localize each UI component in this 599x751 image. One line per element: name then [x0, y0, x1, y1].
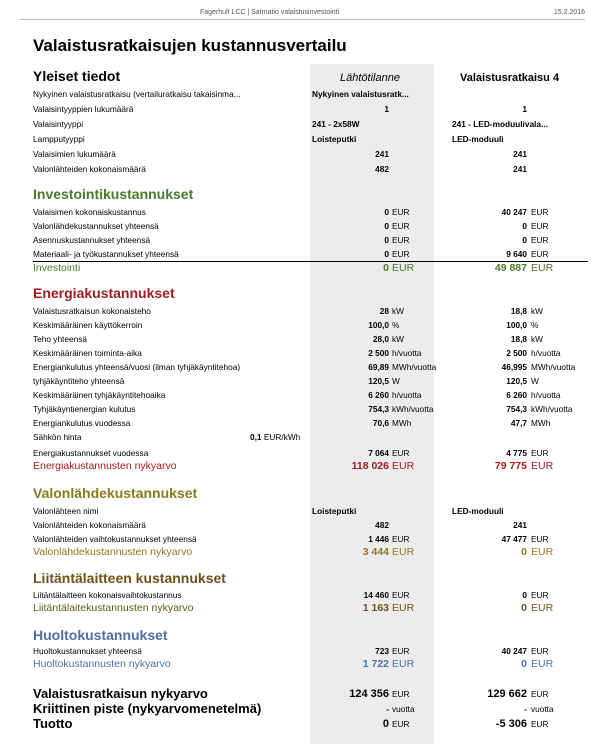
row-label: Asennuskustannukset yhteensä: [33, 235, 151, 245]
row-v2: 47,7: [510, 418, 527, 428]
row-v1: Loisteputki: [312, 134, 357, 144]
row-v2: -: [524, 704, 527, 714]
header-date: 15.2.2016: [553, 9, 585, 16]
row-label: tyhjäkäyntiteho yhteensä: [33, 376, 125, 386]
row-label: Investointi: [33, 262, 81, 274]
row-u1: EUR: [392, 658, 415, 670]
row-v1: 482: [375, 164, 389, 174]
investment-heading: Investointikustannukset: [33, 186, 194, 202]
table-row: [0, 389, 599, 402]
ballast-total-row: [0, 601, 599, 616]
table-row: [0, 206, 599, 219]
row-v1: 3 444: [362, 546, 389, 558]
row-u2: W: [531, 376, 539, 386]
row-u2: EUR: [531, 658, 554, 670]
row-v2: 79 775: [494, 460, 527, 472]
table-row: [0, 148, 599, 161]
row-label: Lampputyyppi: [33, 134, 85, 144]
row-v2: 40 247: [501, 646, 527, 656]
row-u1: h/vuotta: [392, 348, 422, 358]
row-v2: 40 247: [501, 207, 527, 217]
row-label: Energiankulutus vuodessa: [33, 418, 131, 428]
row-v2: 754,3: [506, 404, 527, 414]
row-u2: kW: [531, 334, 543, 344]
row-v2: LED-moduuli: [452, 506, 504, 516]
row-u1: EUR: [392, 602, 415, 614]
energy-total-row: [0, 459, 599, 474]
row-label: Energiankulutus yhteensä/vuosi (ilman tyhjäkäyntitehoa): [33, 362, 241, 372]
row-label: Liitäntälaitteen kokonaisvaihtokustannus: [33, 590, 182, 600]
table-row: [0, 417, 599, 430]
row-u2: MWh/vuotta: [531, 362, 576, 372]
row-v1: 28: [379, 306, 389, 316]
row-u1: vuotta: [392, 704, 415, 714]
row-u2: EUR: [531, 460, 554, 472]
row-u1: EUR: [392, 221, 410, 231]
row-u2: h/vuotta: [531, 390, 561, 400]
row-label: Keskimääräinen käyttökerroin: [33, 320, 143, 330]
row-u2: EUR: [531, 207, 549, 217]
row-u1: EUR: [392, 262, 415, 274]
row-v1: 7 064: [368, 448, 389, 458]
row-label: Liitäntälaitekustannusten nykyarvo: [33, 602, 194, 614]
row-v2: 9 640: [506, 249, 527, 259]
row-label: Keskimääräinen toiminta-aika: [33, 348, 142, 358]
row-v2: 0: [521, 546, 527, 558]
row-u1: EUR: [392, 249, 410, 259]
row-v1: 241 - 2x58W: [312, 119, 360, 129]
row-u2: EUR: [531, 249, 549, 259]
row-v1: 1 446: [368, 534, 389, 544]
row-v2: 241 - LED-moduulivala...: [452, 119, 548, 129]
row-v2: 18,8: [510, 334, 527, 344]
row-v2: 46,995: [501, 362, 527, 372]
row-v2: 0: [521, 658, 527, 670]
col1-header: Lähtötilanne: [340, 72, 400, 84]
row-v1: 120,5: [368, 376, 389, 386]
table-row: [0, 319, 599, 332]
row-v1: 241: [375, 149, 389, 159]
row-u1: EUR: [392, 719, 410, 729]
row-label: Tuotto: [33, 716, 73, 731]
lamp-heading: Valonlähdekustannukset: [33, 485, 198, 501]
electricity-price-unit: EUR/kWh: [263, 432, 301, 442]
row-label: Valonlähteiden kokonaismäärä: [33, 520, 146, 530]
row-u1: EUR: [392, 207, 410, 217]
table-row: [0, 88, 599, 101]
row-v2: 6 260: [506, 390, 527, 400]
row-label: Keskimääräinen tyhjäkäyntitehoaika: [33, 390, 166, 400]
row-v2: 0: [522, 221, 527, 231]
row-u2: EUR: [531, 262, 554, 274]
row-label: Valonlähteiden kokonaismäärä: [33, 164, 146, 174]
row-v1: 723: [375, 646, 389, 656]
row-v2: 241: [513, 520, 527, 530]
row-v1: 0: [384, 249, 389, 259]
table-row: [0, 375, 599, 388]
row-label: Nykyinen valaistusratkaisu (vertailuratkaisu takaisinma...: [33, 89, 241, 99]
row-v1: 754,3: [368, 404, 389, 414]
row-v2: 241: [513, 164, 527, 174]
table-row: [0, 403, 599, 416]
row-label: Valonlähdekustannukset yhteensä: [33, 221, 159, 231]
table-row: [0, 305, 599, 318]
row-label: Kriittinen piste (nykyarvomenetelmä): [33, 701, 262, 716]
page-header: [0, 6, 599, 20]
row-u1: kW: [392, 306, 404, 316]
general-heading: Yleiset tiedot: [33, 68, 121, 84]
row-u2: EUR: [531, 546, 554, 558]
row-v2: 241: [513, 149, 527, 159]
row-label: Valaisimen kokonaiskustannus: [33, 207, 146, 217]
row-v1: 69,89: [368, 362, 389, 372]
table-row: [0, 333, 599, 346]
table-row: [0, 505, 599, 518]
row-label: Valonlähdekustannusten nykyarvo: [33, 546, 193, 558]
row-v2: LED-moduuli: [452, 134, 504, 144]
row-label: Sähkön hinta: [33, 432, 82, 442]
row-v1: 0: [384, 207, 389, 217]
row-u1: EUR: [392, 448, 410, 458]
row-v1: 28,0: [372, 334, 389, 344]
electricity-price-row: [0, 431, 599, 444]
row-label: Valonlähteiden vaihtokustannukset yhteensä: [33, 534, 197, 544]
row-u1: h/vuotta: [392, 390, 422, 400]
table-row: [0, 118, 599, 131]
maintenance-total-row: [0, 657, 599, 672]
row-v1: 0: [384, 235, 389, 245]
row-v2: 0: [521, 602, 527, 614]
row-v2: 2 500: [506, 348, 527, 358]
row-u2: EUR: [531, 534, 549, 544]
row-u1: W: [392, 376, 400, 386]
row-v1: 124 356: [349, 688, 389, 700]
row-v1: -: [386, 704, 389, 714]
electricity-price-value: 0,1: [250, 432, 262, 442]
row-v1: 70,6: [372, 418, 389, 428]
row-u2: h/vuotta: [531, 348, 561, 358]
row-u2: EUR: [531, 448, 549, 458]
row-u2: EUR: [531, 689, 549, 699]
row-u2: EUR: [531, 221, 549, 231]
row-v2: 100,0: [506, 320, 527, 330]
row-u2: kWh/vuotta: [531, 404, 573, 414]
row-u2: MWh: [531, 418, 551, 428]
row-v1: 1 722: [362, 658, 389, 670]
row-label: Tyhjäkäyntienergian kulutus: [33, 404, 136, 414]
row-u1: EUR: [392, 534, 410, 544]
row-v2: 49 887: [494, 262, 527, 274]
table-row: [0, 234, 599, 247]
row-label: Energiakustannusten nykyarvo: [33, 460, 177, 472]
row-v2: 120,5: [506, 376, 527, 386]
row-v1: 14 460: [363, 590, 389, 600]
row-v1: Nykyinen valaistusratk...: [312, 89, 409, 99]
row-u2: vuotta: [531, 704, 554, 714]
row-v2: 4 775: [506, 448, 527, 458]
row-v1: 118 026: [351, 460, 389, 472]
row-u1: EUR: [392, 460, 415, 472]
row-label: Valaistusratkaisun nykyarvo: [33, 686, 208, 701]
summary-npv-row: [0, 686, 599, 702]
row-label: Valaisimien lukumäärä: [33, 149, 116, 159]
row-v1: 0: [384, 221, 389, 231]
row-label: Materiaali- ja työkustannukset yhteensä: [33, 249, 179, 259]
ballast-heading: Liitäntälaitteen kustannukset: [33, 570, 226, 586]
row-v2: 129 662: [487, 688, 527, 700]
row-v2: 0: [522, 235, 527, 245]
row-v1: 0: [382, 718, 389, 730]
maintenance-heading: Huoltokustannukset: [33, 627, 168, 643]
row-u1: EUR: [392, 546, 415, 558]
energy-heading: Energiakustannukset: [33, 285, 175, 301]
row-v1: 482: [375, 520, 389, 530]
row-v2: 0: [522, 590, 527, 600]
row-label: Valonlähteen nimi: [33, 506, 99, 516]
row-v1: Loisteputki: [312, 506, 357, 516]
row-label: Valaisintyyppi: [33, 119, 84, 129]
table-row: [0, 519, 599, 532]
row-u1: kWh/vuotta: [392, 404, 434, 414]
row-label: Valaistusratkaisun kokonaisteho: [33, 306, 151, 316]
table-row: [0, 248, 599, 261]
row-v1: 6 260: [368, 390, 389, 400]
table-row: [0, 163, 599, 176]
row-v2: -5 306: [495, 718, 527, 730]
row-u1: EUR: [392, 646, 410, 656]
row-v1: 0: [383, 262, 389, 274]
row-u2: EUR: [531, 235, 549, 245]
row-v1: 100,0: [368, 320, 389, 330]
row-v1: 1 163: [362, 602, 389, 614]
lamp-total-row: [0, 545, 599, 560]
row-u1: MWh: [392, 418, 412, 428]
col2-header: Valaistusratkaisu 4: [460, 72, 560, 84]
row-u2: EUR: [531, 602, 554, 614]
investment-total-row: [0, 261, 599, 276]
page-title: Valaistusratkaisujen kustannusvertailu: [33, 36, 347, 55]
row-u2: %: [531, 320, 539, 330]
row-u2: EUR: [531, 590, 549, 600]
row-label: Valaisintyyppien lukumäärä: [33, 104, 134, 114]
row-u1: EUR: [392, 689, 410, 699]
row-v2: 18,8: [510, 306, 527, 316]
table-row: [0, 220, 599, 233]
table-row: [0, 347, 599, 360]
row-u1: MWh/vuotta: [392, 362, 437, 372]
row-label: Huoltokustannukset yhteensä: [33, 646, 142, 656]
row-label: Energiakustannukset vuodessa: [33, 448, 149, 458]
header-title: Fagerhult LCC | Satmatio valaistusinvestointi: [200, 9, 340, 16]
row-label: Huoltokustannusten nykyarvo: [33, 658, 171, 670]
row-v2: 1: [522, 104, 527, 114]
row-v2: 47 477: [501, 534, 527, 544]
row-u1: %: [392, 320, 400, 330]
row-u2: kW: [531, 306, 543, 316]
row-u1: kW: [392, 334, 404, 344]
summary-breakeven-row: [0, 701, 599, 717]
row-u1: EUR: [392, 590, 410, 600]
summary-return-row: [0, 716, 599, 732]
row-v1: 2 500: [368, 348, 389, 358]
row-v1: 1: [384, 104, 389, 114]
table-row: [0, 103, 599, 116]
table-row: [0, 361, 599, 374]
row-label: Teho yhteensä: [33, 334, 87, 344]
row-u1: EUR: [392, 235, 410, 245]
row-u2: EUR: [531, 646, 549, 656]
table-row: [0, 133, 599, 146]
row-u2: EUR: [531, 719, 549, 729]
header-divider: [20, 19, 585, 20]
